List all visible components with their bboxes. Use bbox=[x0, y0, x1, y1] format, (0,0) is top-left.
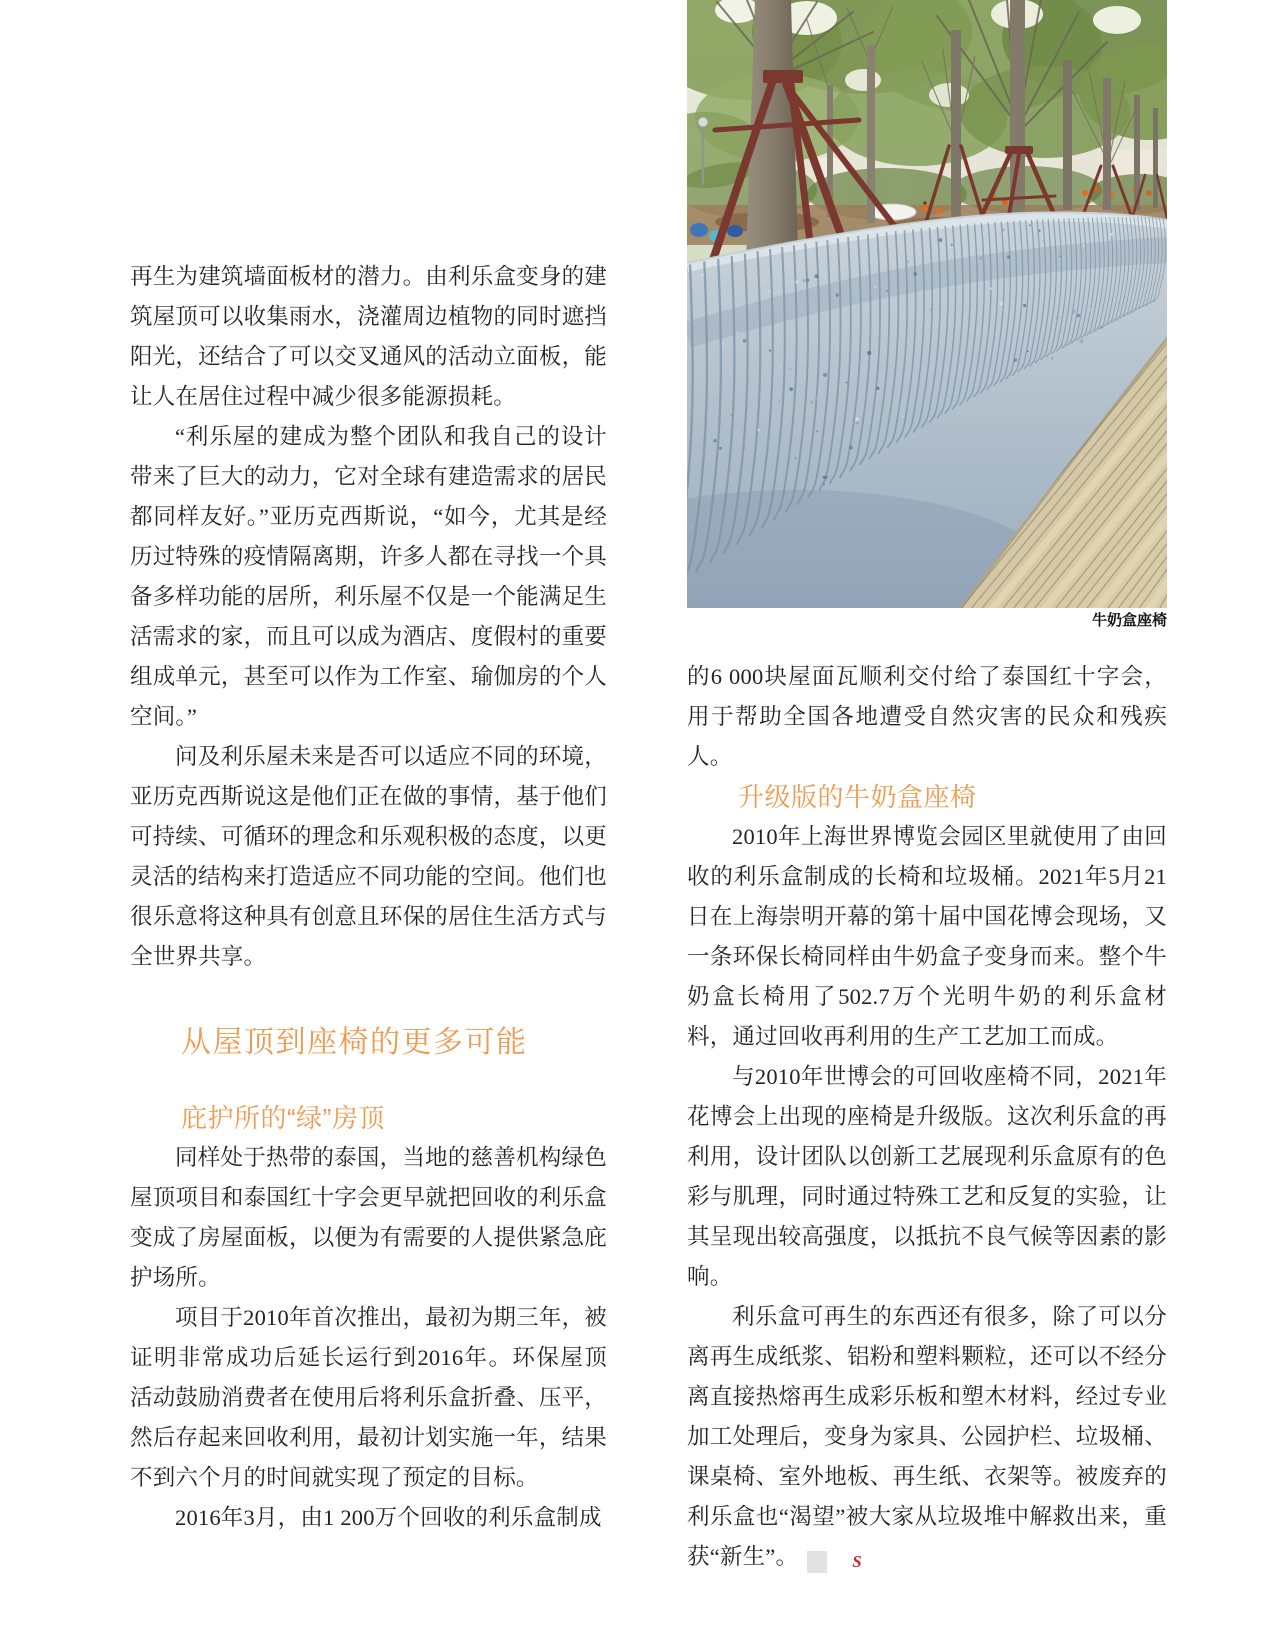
right-column bbox=[687, 657, 1167, 1577]
paragraph: 同样处于热带的泰国，当地的慈善机构绿色屋顶项目和泰国红十字会更早就把回收的利乐盒变成了房屋面板，以便为有需要的人提供紧急庇护场所。 bbox=[130, 1145, 607, 1290]
paragraph: 项目于2010年首次推出，最初为期三年，被证明非常成功后延长运行到2016年。环保屋顶活动鼓励消费者在使用后将利乐盒折叠、压平，然后存起来回收利用，最初计划实施一年，结果不到六个月的时间就实现了预定的目标。 bbox=[130, 1305, 607, 1490]
sub-heading-upgraded-bench: 升级版的牛奶盒座椅 bbox=[738, 782, 977, 812]
bench-photo bbox=[687, 0, 1167, 608]
left-column bbox=[130, 257, 607, 1538]
photo-caption: 牛奶盒座椅 bbox=[1091, 612, 1167, 629]
paragraph: 与2010年世博会的可回收座椅不同，2021年花博会上出现的座椅是升级版。这次利乐盒的再利用，设计团队以创新工艺展现利乐盒原有的色彩与肌理，同时通过特殊工艺和反复的实验，让其呈现出较高强度，以抵抗不良气候等因素的影响。 bbox=[687, 1064, 1167, 1289]
paragraph: 问及利乐屋未来是否可以适应不同的环境，亚历克西斯说这是他们正在做的事情，基于他们可持续、可循环的理念和乐观积极的态度，以更灵活的结构来打造适应不同功能的空间。他们也很乐意将这种具有创意且环保的居住生活方式与全世界共享。 bbox=[130, 744, 607, 969]
paragraph: 2010年上海世界博览会园区里就使用了由回收的利乐盒制成的长椅和垃圾桶。2021年5月21日在上海崇明开幕的第十届中国花博会现场，又一条环保长椅同样由牛奶盒子变身而来。整个牛奶盒长椅用了502.7万个光明牛奶的利乐盒材料，通过回收再利用的生产工艺加工而成。 bbox=[687, 824, 1167, 1049]
section-heading: 从屋顶到座椅的更多可能 bbox=[181, 1026, 528, 1059]
end-of-article-mark: S bbox=[807, 1551, 827, 1573]
paragraph: “利乐屋的建成为整个团队和我自己的设计带来了巨大的动力，它对全球有建造需求的居民都同样友好。”亚历克西斯说，“如今，尤其是经历过特殊的疫情隔离期，许多人都在寻找一个具备多样功能的居所，利乐屋不仅是一个能满足生活需求的家，而且可以成为酒店、度假村的重要组成单元，甚至可以作为工作室、瑜伽房的个人空间。” bbox=[130, 424, 607, 729]
paragraph: 的6 000块屋面瓦顺利交付给了泰国红十字会，用于帮助全国各地遭受自然灾害的民众和残疾人。 bbox=[687, 664, 1167, 769]
paragraph: 2016年3月，由1 200万个回收的利乐盒制成 bbox=[175, 1505, 602, 1530]
paragraph: 再生为建筑墙面板材的潜力。由利乐盒变身的建筑屋顶可以收集雨水，浇灌周边植物的同时遮挡阳光，还结合了可以交叉通风的活动立面板，能让人在居住过程中减少很多能源损耗。 bbox=[130, 264, 607, 409]
bench-photo-illustration bbox=[687, 0, 1167, 608]
paragraph-text: 利乐盒可再生的东西还有很多，除了可以分离再生成纸浆、铝粉和塑料颗粒，还可以不经分离直接热熔再生成彩乐板和塑木材料，经过专业加工处理后，变身为家具、公园护栏、垃圾桶、课桌椅、室外地板、再生纸、衣架等。被废弃的利乐盒也“渴望”被大家从垃圾堆中解救出来，重获“新生”。 bbox=[687, 1304, 1167, 1569]
paragraph bbox=[687, 1297, 1167, 1577]
sub-heading-green-roof: 庇护所的“绿”房顶 bbox=[181, 1103, 385, 1133]
